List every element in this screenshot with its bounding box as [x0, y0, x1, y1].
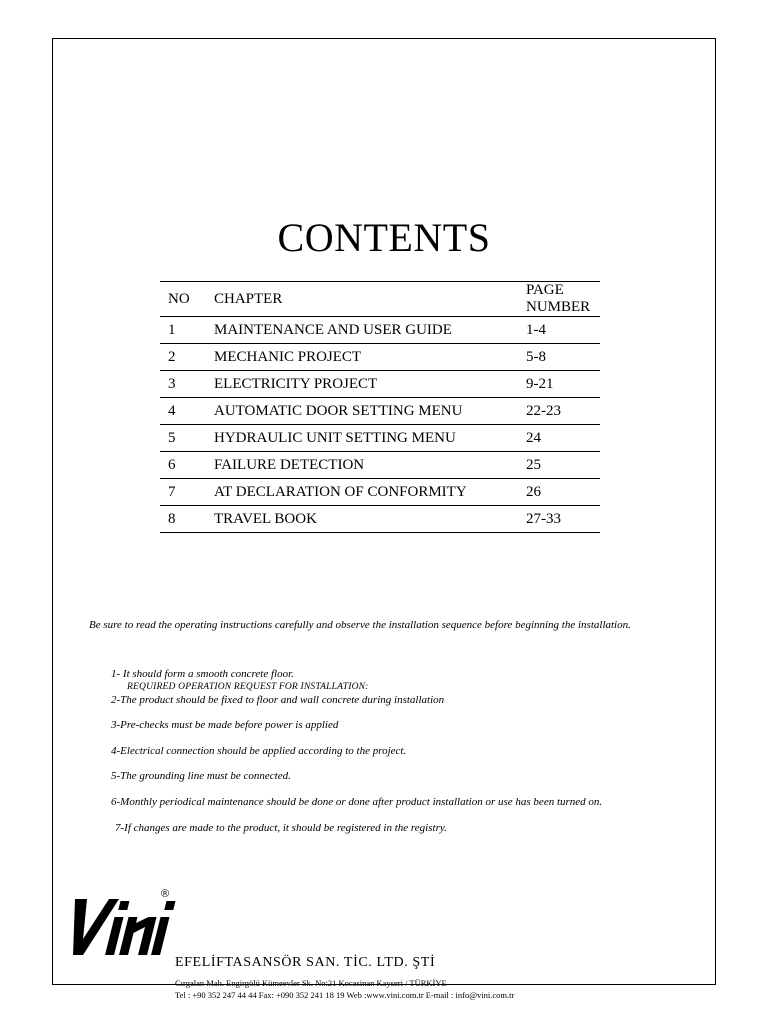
row-no: 6 — [160, 452, 214, 479]
table-row — [160, 425, 600, 452]
row-no: 5 — [160, 425, 214, 452]
requirement-item: 5-The grounding line must be connected. — [111, 770, 291, 782]
vini-logo — [65, 883, 175, 961]
row-chapter: ELECTRICITY PROJECT — [214, 371, 526, 398]
row-no: 8 — [160, 506, 214, 533]
row-chapter: FAILURE DETECTION — [214, 452, 526, 479]
requirement-item: 1- It should form a smooth concrete floor. — [111, 668, 294, 680]
row-no: 7 — [160, 479, 214, 506]
table-row — [160, 398, 600, 425]
table-row — [160, 506, 600, 533]
row-page: 27-33 — [526, 506, 600, 533]
row-page: 26 — [526, 479, 600, 506]
row-page: 9-21 — [526, 371, 600, 398]
page-title: CONTENTS — [277, 215, 491, 260]
row-page: 22-23 — [526, 398, 600, 425]
row-chapter: AT DECLARATION OF CONFORMITY — [214, 479, 526, 506]
row-page: 24 — [526, 425, 600, 452]
row-page: 25 — [526, 452, 600, 479]
row-chapter: MECHANIC PROJECT — [214, 344, 526, 371]
row-chapter: AUTOMATIC DOOR SETTING MENU — [214, 398, 526, 425]
table-row — [160, 479, 600, 506]
requirement-item: 6-Monthly periodical maintenance should be done or done after product installation or use has been turned on. — [111, 796, 603, 808]
row-chapter: TRAVEL BOOK — [214, 506, 526, 533]
company-contact: Tel : +90 352 247 44 44 Fax: +090 352 241 18 19 Web :www.vini.com.tr E-mail : info@vini.com.tr — [175, 990, 515, 1000]
row-page: 1-4 — [526, 317, 600, 344]
company-name: EFELİFTASANSÖR SAN. TİC. LTD. ŞTİ — [175, 955, 436, 970]
table-row — [160, 452, 600, 479]
requirement-item: 2-The product should be fixed to floor and wall concrete during installation — [111, 694, 445, 706]
table-row — [160, 344, 600, 371]
requirement-item: 4-Electrical connection should be applied according to the project. — [111, 745, 407, 757]
table-header-row — [160, 282, 600, 317]
header-chapter: CHAPTER — [214, 282, 526, 317]
row-chapter: MAINTENANCE AND USER GUIDE — [214, 317, 526, 344]
table-row — [160, 317, 600, 344]
row-no: 4 — [160, 398, 214, 425]
installation-notice: Be sure to read the operating instructions carefully and observe the installation sequence before beginning the installation. — [89, 619, 631, 631]
registered-mark: ® — [161, 888, 170, 900]
company-address: Cırgalan Mah. Engirgölü Kümeevler Sk. No:21 Kocasinan Kayseri / TÜRKİYE — [175, 978, 447, 988]
row-no: 2 — [160, 344, 214, 371]
requirement-item: 3-Pre-checks must be made before power is applied — [111, 719, 339, 731]
row-page: 5-8 — [526, 344, 600, 371]
header-no: NO — [160, 282, 214, 317]
requirements-heading: REQUIRED OPERATION REQUEST FOR INSTALLATION: — [127, 682, 369, 692]
contents-table — [160, 281, 600, 533]
requirement-item: 7-If changes are made to the product, it should be registered in the registry. — [115, 822, 447, 834]
row-chapter: HYDRAULIC UNIT SETTING MENU — [214, 425, 526, 452]
row-no: 3 — [160, 371, 214, 398]
table-row — [160, 371, 600, 398]
row-no: 1 — [160, 317, 214, 344]
header-page-number: PAGE NUMBER — [526, 282, 600, 317]
